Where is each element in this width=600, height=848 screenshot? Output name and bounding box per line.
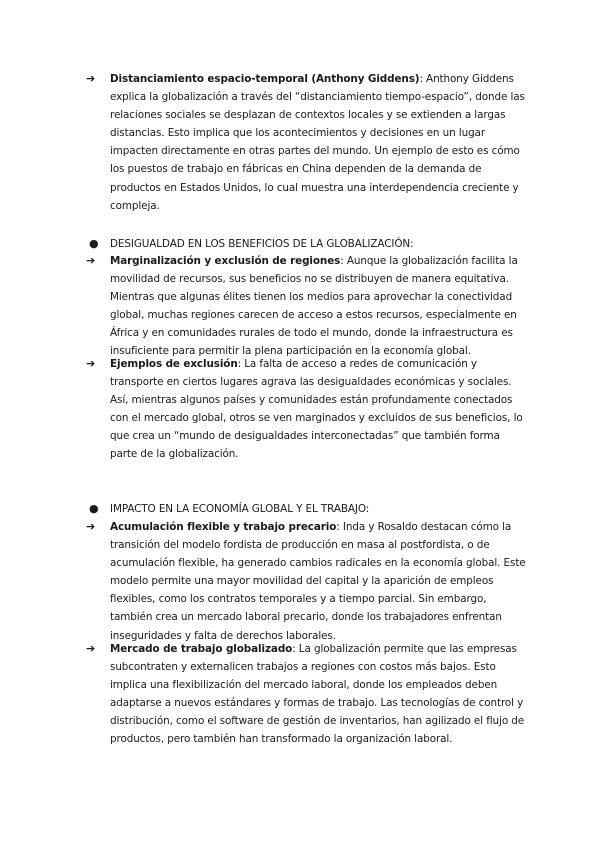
bullet-marginalizacion: [86, 252, 528, 361]
bullet-text: : Anthony Giddens explica la globalización a través del “distanciamiento tiempo-espacio”, donde las relaciones sociales se desplazan de contextos locales y se extienden a largas distancias. Esto implica que los acontecimientos y decisiones en un lugar impacten directamente en otras partes del mundo. Un ejemplo de esto es cómo los puestos de trabajo en fábricas en China dependen de la demanda de productos en Estados Unidos, lo cual muestra una interdependencia creciente y compleja.: [110, 73, 525, 212]
arrow-bullet-icon: ➔: [86, 642, 96, 655]
arrow-bullet-icon: ➔: [86, 520, 96, 533]
bullet-term: Mercado de trabajo globalizado: [110, 643, 293, 655]
bullet-term: Ejemplos de exclusión: [110, 358, 238, 370]
section-heading-impacto: [89, 500, 528, 518]
arrow-bullet-icon: ➔: [86, 357, 96, 370]
section-heading-desigualdad: [89, 235, 528, 253]
bullet-mercado-trabajo: [86, 640, 528, 749]
heading-text: IMPACTO EN LA ECONOMÍA GLOBAL Y EL TRABAJO:: [110, 503, 370, 515]
bullet-term: Acumulación flexible y trabajo precario: [110, 521, 337, 533]
heading-text: DESIGUALDAD EN LOS BENEFICIOS DE LA GLOBALIZACIÓN:: [110, 238, 414, 250]
arrow-bullet-icon: ➔: [86, 254, 96, 267]
bullet-acumulacion-flexible: [86, 518, 528, 645]
bullet-ejemplos-exclusion: [86, 355, 528, 464]
bullet-text: : La globalización permite que las empresas subcontraten y externalicen trabajos a regiones con costos más bajos. Esto implica una flexibilización del mercado laboral, donde los empleados deben adaptarse a nuevos estándares y formas de trabajo. Las tecnologías de control y distribución, como el software de gestión de inventarios, han agilizado el flujo de productos, pero también han transformado la organización laboral.: [110, 643, 525, 746]
bullet-text: : Inda y Rosaldo destacan cómo la transición del modelo fordista de producción en masa al postfordista, o de acumulación flexible, ha generado cambios radicales en la economía global. Este modelo permite una mayor movilidad del capital y la aparición de empleos flexibles, como los contratos temporales y a tiempo parcial. Sin embargo, también crea un mercado laboral precario, donde los trabajadores enfrentan inseguridades y falta de derechos laborales.: [110, 521, 526, 642]
dot-bullet-icon: ●: [89, 237, 99, 250]
arrow-bullet-icon: ➔: [86, 72, 96, 85]
bullet-term: Distanciamiento espacio-temporal (Anthony Giddens): [110, 73, 420, 85]
bullet-text: : Aunque la globalización facilita la movilidad de recursos, sus beneficios no se distribuyen de manera equitativa. Mientras que algunas élites tienen los medios para aprovechar la conectividad global, muchas regiones carecen de acceso a estos recursos, especialmente en África y en comunidades rurales de todo el mundo, donde la infraestructura es insuficiente para permitir la plena participación en la economía global.: [110, 255, 518, 358]
bullet-term: Marginalización y exclusión de regiones: [110, 255, 341, 267]
bullet-distanciamiento: [86, 70, 528, 215]
dot-bullet-icon: ●: [89, 502, 99, 515]
bullet-text: : La falta de acceso a redes de comunicación y transporte en ciertos lugares agrava las desigualdades económicas y sociales. Así, mientras algunos países y comunidades están profundamente conectados con el mercado global, otros se ven marginados y excluidos de sus beneficios, lo que crea un “mundo de desigualdades interconectadas” que también forma parte de la globalización.: [110, 358, 523, 461]
